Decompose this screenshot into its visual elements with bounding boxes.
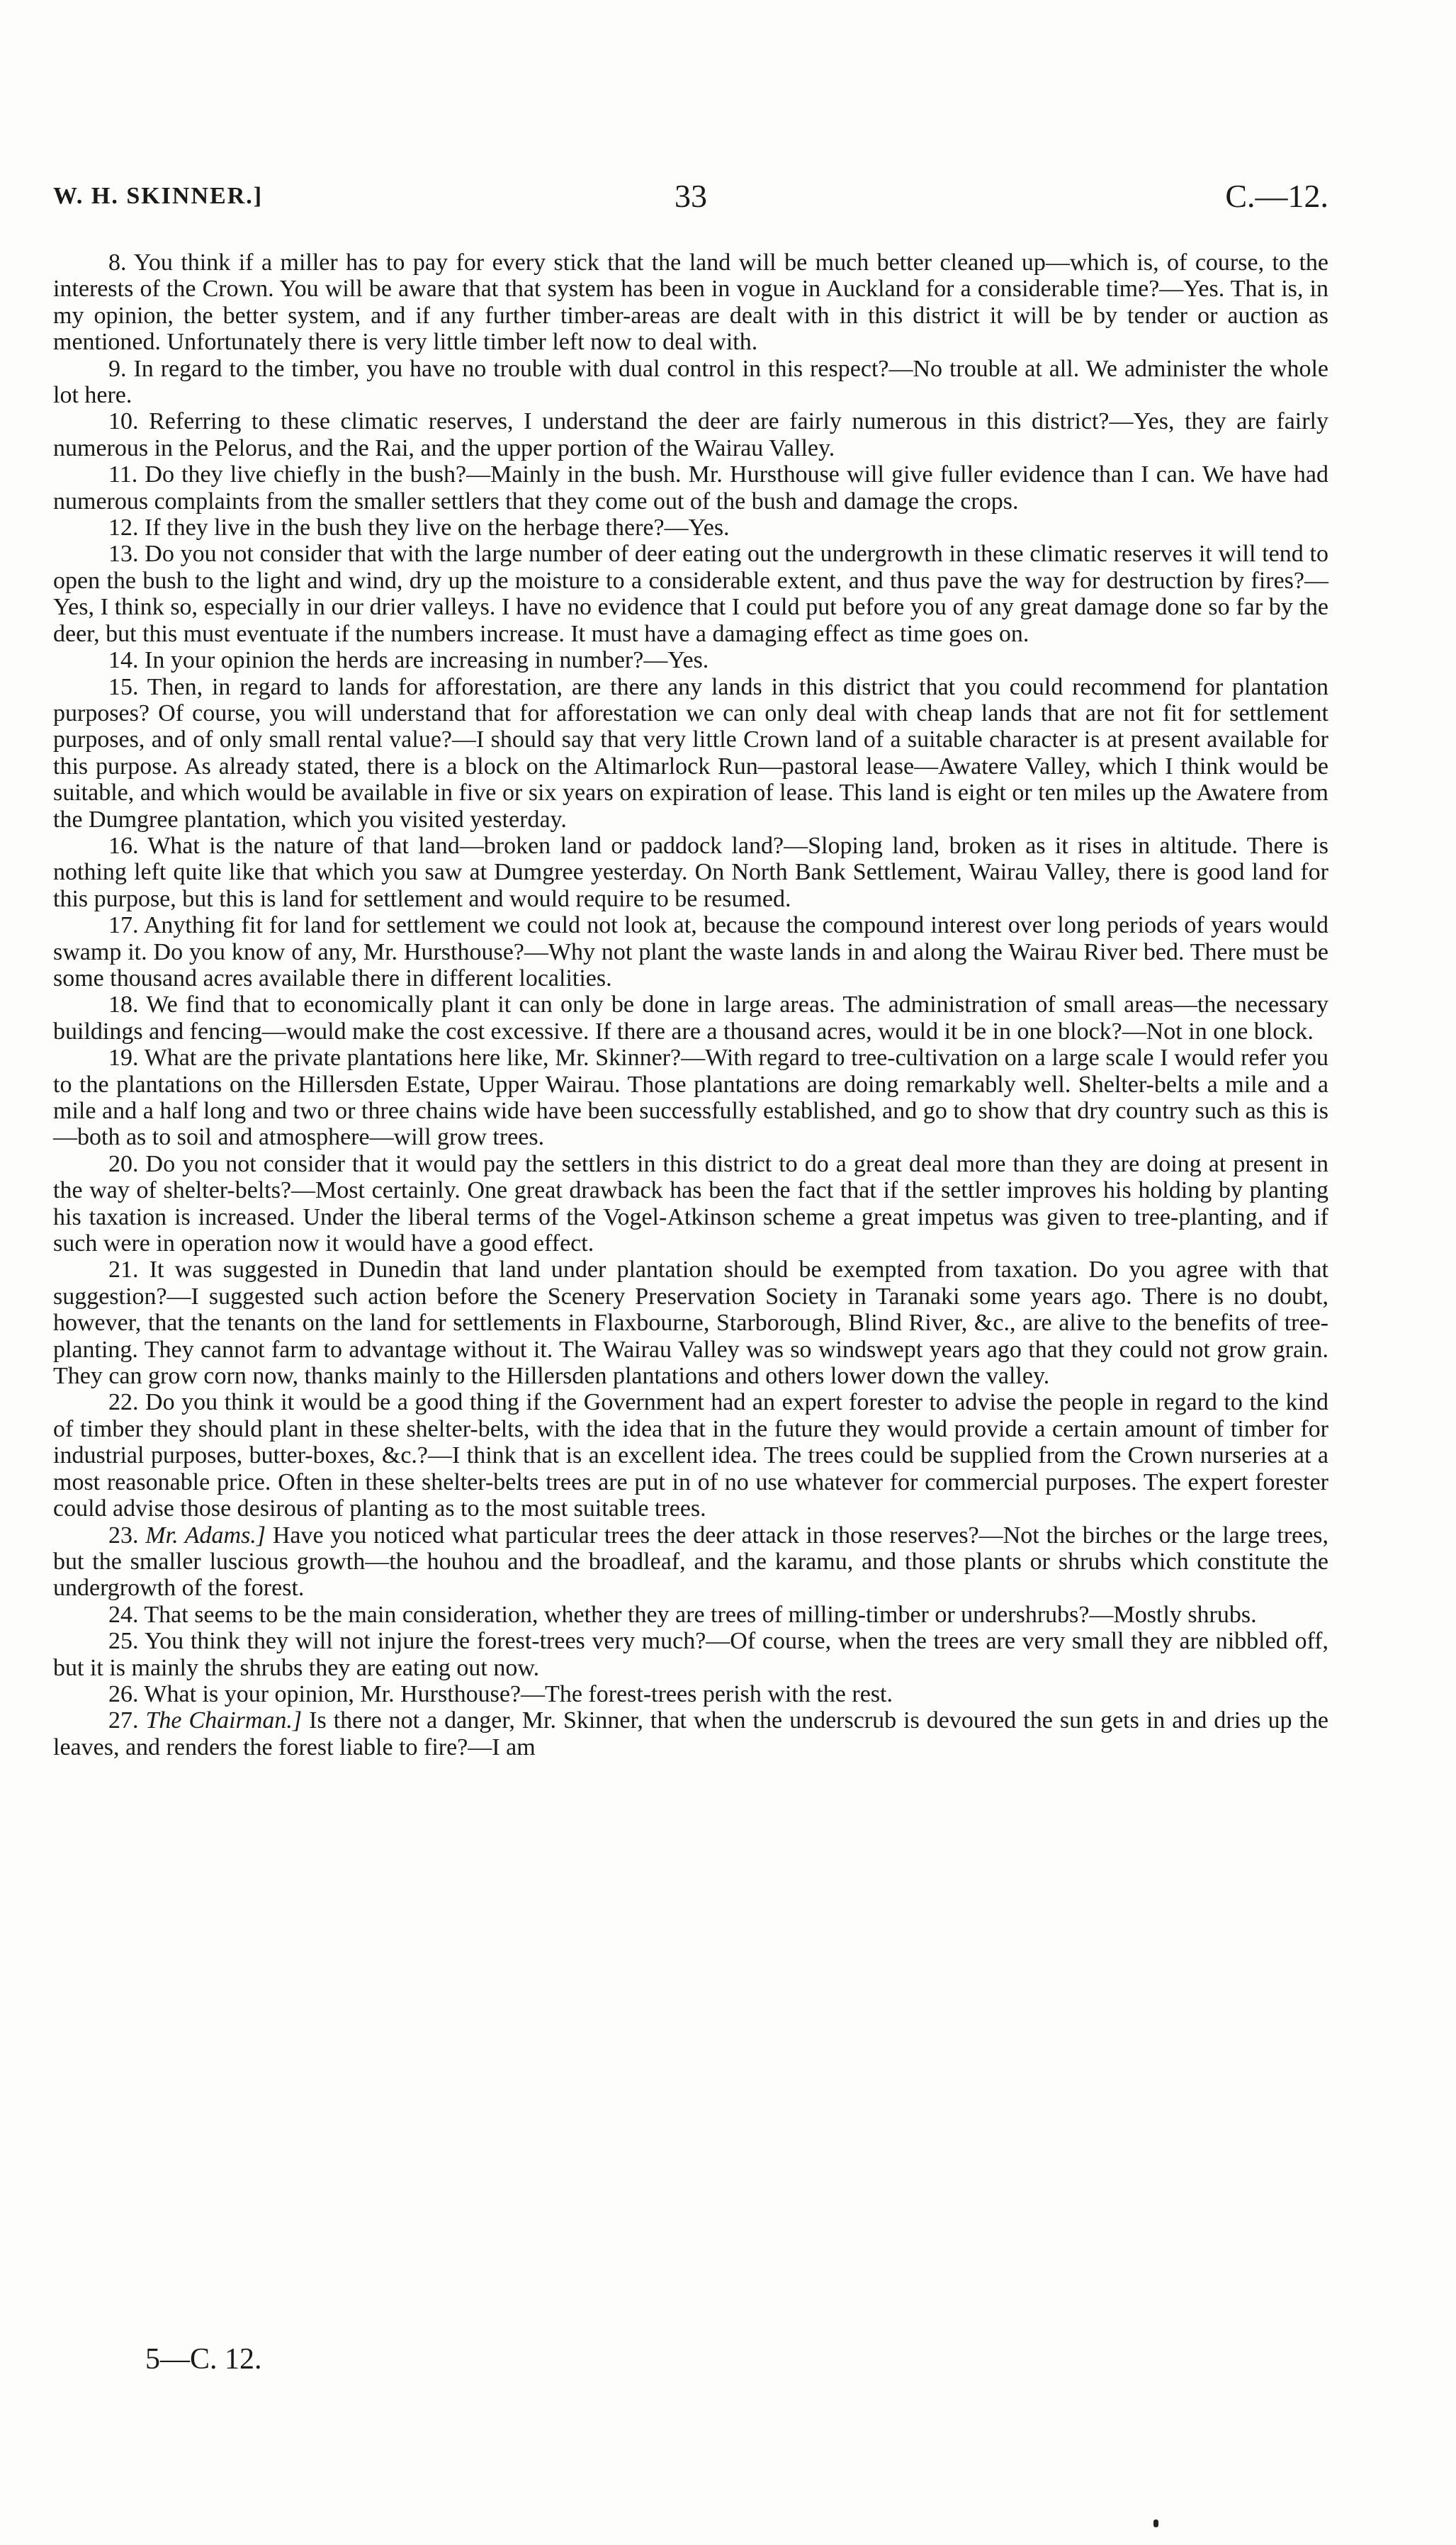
paragraph-8: 8. You think if a miller has to pay for every stick that the land will be much better cleaned up—which is, of course, to the interests of the Crown. You will be aware that that system has been in vogue in Auckland for a considerable time?—Yes. That is, in my opinion, the better system, and if any further timber-areas are dealt with in this district it will be by tender or auction as mentioned. Unfortunately there is very little timber left now to deal with. (53, 249, 1328, 356)
witness-name: W. H. SKINNER.] (53, 183, 264, 209)
paragraph-14: 14. In your opinion the herds are increasing in number?—Yes. (108, 647, 709, 674)
page-header (53, 177, 1328, 220)
paragraph-text: Is there not a danger, Mr. Skinner, that when the underscrub is devoured the sun gets in and dries up the leaves, and renders the forest liable to fire?—I am (53, 1707, 1329, 1760)
paragraph-24: 24. That seems to be the main consideration, whether they are trees of milling-timber or undershrubs?—Mostly shrubs. (108, 1601, 1257, 1628)
ink-speck (1153, 2519, 1158, 2527)
paragraph-26: 26. What is your opinion, Mr. Hursthouse?—The forest-trees perish with the rest. (108, 1680, 893, 1707)
paragraph-10: 10. Referring to these climatic reserves, I understand the deer are fairly numerous in this district?—Yes, they are fairly numerous in the Pelorus, and the Rai, and the upper portion of the Wairau Valley. (53, 408, 1328, 461)
speaker-label: The Chairman.] (145, 1707, 303, 1734)
printer-signature: 5—C. 12. (145, 2343, 262, 2376)
paragraph-17: 17. Anything fit for land for settlement we could not look at, because the compound interest over long periods of years would swamp it. Do you know of any, Mr. Hursthouse?—Why not plant the waste lands in and along the Wairau River bed. There must be some thousand acres available there in different localities. (53, 912, 1328, 991)
paragraph-text: Have you noticed what particular trees the deer attack in those reserves?—Not the birches or the large trees, but the smaller luscious growth—the houhou and the broadleaf, and the karamu, and those plants or shrubs which constitute the undergrowth of the forest. (53, 1522, 1329, 1602)
paragraph-21: 21. It was suggested in Dunedin that land under plantation should be exempted from taxation. Do you agree with that suggestion?—I suggested such action before the Scenery Preservation Society in Taranaki some years ago. There is no doubt, however, that the tenants on the land for settlements in Flaxbourne, Starborough, Blind River, &c., are alive to the benefits of tree-planting. They cannot farm to advantage without it. The Wairau Valley was so windswept years ago that they could not grow grain. They can grow corn now, thanks mainly to the Hillersden plantations and others lower down the valley. (53, 1257, 1328, 1390)
paragraph-25: 25. You think they will not injure the forest-trees very much?—Of course, when the trees are very small they are nibbled off, but it is mainly the shrubs they are eating out now. (53, 1628, 1328, 1681)
speaker-label: Mr. Adams.] (145, 1522, 266, 1549)
document-body (53, 249, 1328, 1760)
paragraph-number: 23. (108, 1522, 139, 1549)
paragraph-15: 15. Then, in regard to lands for afforestation, are there any lands in this district that you could recommend for plantation purposes? Of course, you will understand that for afforestation we can only deal with cheap lands that are not fit for settlement purposes, and of only small rental value?—I should say that very little Crown land of a suitable character is at present available for this purpose. As already stated, there is a block on the Altimarlock Run—pastoral lease—Awatere Valley, which I think would be suitable, and which would be available in five or six years on expiration of lease. This land is eight or ten miles up the Awatere from the Dumgree plantation, which you visited yesterday. (53, 673, 1328, 833)
page-number: 33 (675, 178, 707, 214)
paragraph-27 (53, 1707, 1328, 1760)
paragraph-18: 18. We find that to economically plant it can only be done in large areas. The administration of small areas—the necessary buildings and fencing—would make the cost excessive. If there are a thousand acres, would it be in one block?—Not in one block. (53, 991, 1328, 1045)
paragraph-20: 20. Do you not consider that it would pay the settlers in this district to do a great deal more than they are doing at present in the way of shelter-belts?—Most certainly. One great drawback has been the fact that if the settler improves his holding by planting his taxation is increased. Under the liberal terms of the Vogel-Atkinson scheme a great impetus was given to tree-planting, and if such were in operation now it would have a good effect. (53, 1150, 1328, 1257)
paragraph-number: 27. (108, 1707, 139, 1734)
paragraph-12: 12. If they live in the bush they live on the herbage there?—Yes. (108, 515, 730, 541)
paragraph-9: 9. In regard to the timber, you have no trouble with dual control in this respect?—No trouble at all. We administer the whole lot here. (53, 355, 1328, 409)
paragraph-19: 19. What are the private plantations here like, Mr. Skinner?—With regard to tree-cultivation on a large scale I would refer you to the plantations on the Hillersden Estate, Upper Wairau. Those plantations are doing remarkably well. Shelter-belts a mile and a mile and a half long and two or three chains wide have been successfully established, and go to show that dry country such as this is—both as to soil and atmosphere—will grow trees. (53, 1045, 1328, 1151)
paragraph-22: 22. Do you think it would be a good thing if the Government had an expert forester to advise the people in regard to the kind of timber they should plant in these shelter-belts, with the idea that in the future they would provide a certain amount of timber for industrial purposes, butter-boxes, &c.?—I think that is an excellent idea. The trees could be supplied from the Crown nurseries at a most reasonable price. Often in these shelter-belts trees are put in of no use whatever for commercial purposes. The expert forester could advise those desirous of planting as to the most suitable trees. (53, 1389, 1328, 1522)
paragraph-16: 16. What is the nature of that land—broken land or paddock land?—Sloping land, broken as it rises in altitude. There is nothing left quite like that which you saw at Dumgree yesterday. On North Bank Settlement, Wairau Valley, there is good land for this purpose, but this is land for settlement and would require to be resumed. (53, 832, 1328, 912)
paragraph-11: 11. Do they live chiefly in the bush?—Mainly in the bush. Mr. Hursthouse will give fuller evidence than I can. We have had numerous complaints from the smaller settlers that they come out of the bush and damage the crops. (53, 461, 1328, 515)
paragraph-13: 13. Do you not consider that with the large number of deer eating out the undergrowth in these climatic reserves it will tend to open the bush to the light and wind, dry up the moisture to a considerable extent, and thus pave the way for destruction by fires?—Yes, I think so, especially in our drier valleys. I have no evidence that I could put before you of any great damage done so far by the deer, but this must eventuate if the numbers increase. It must have a damaging effect as time goes on. (53, 541, 1328, 647)
paragraph-23 (53, 1522, 1328, 1602)
document-reference: C.—12. (1225, 178, 1328, 214)
